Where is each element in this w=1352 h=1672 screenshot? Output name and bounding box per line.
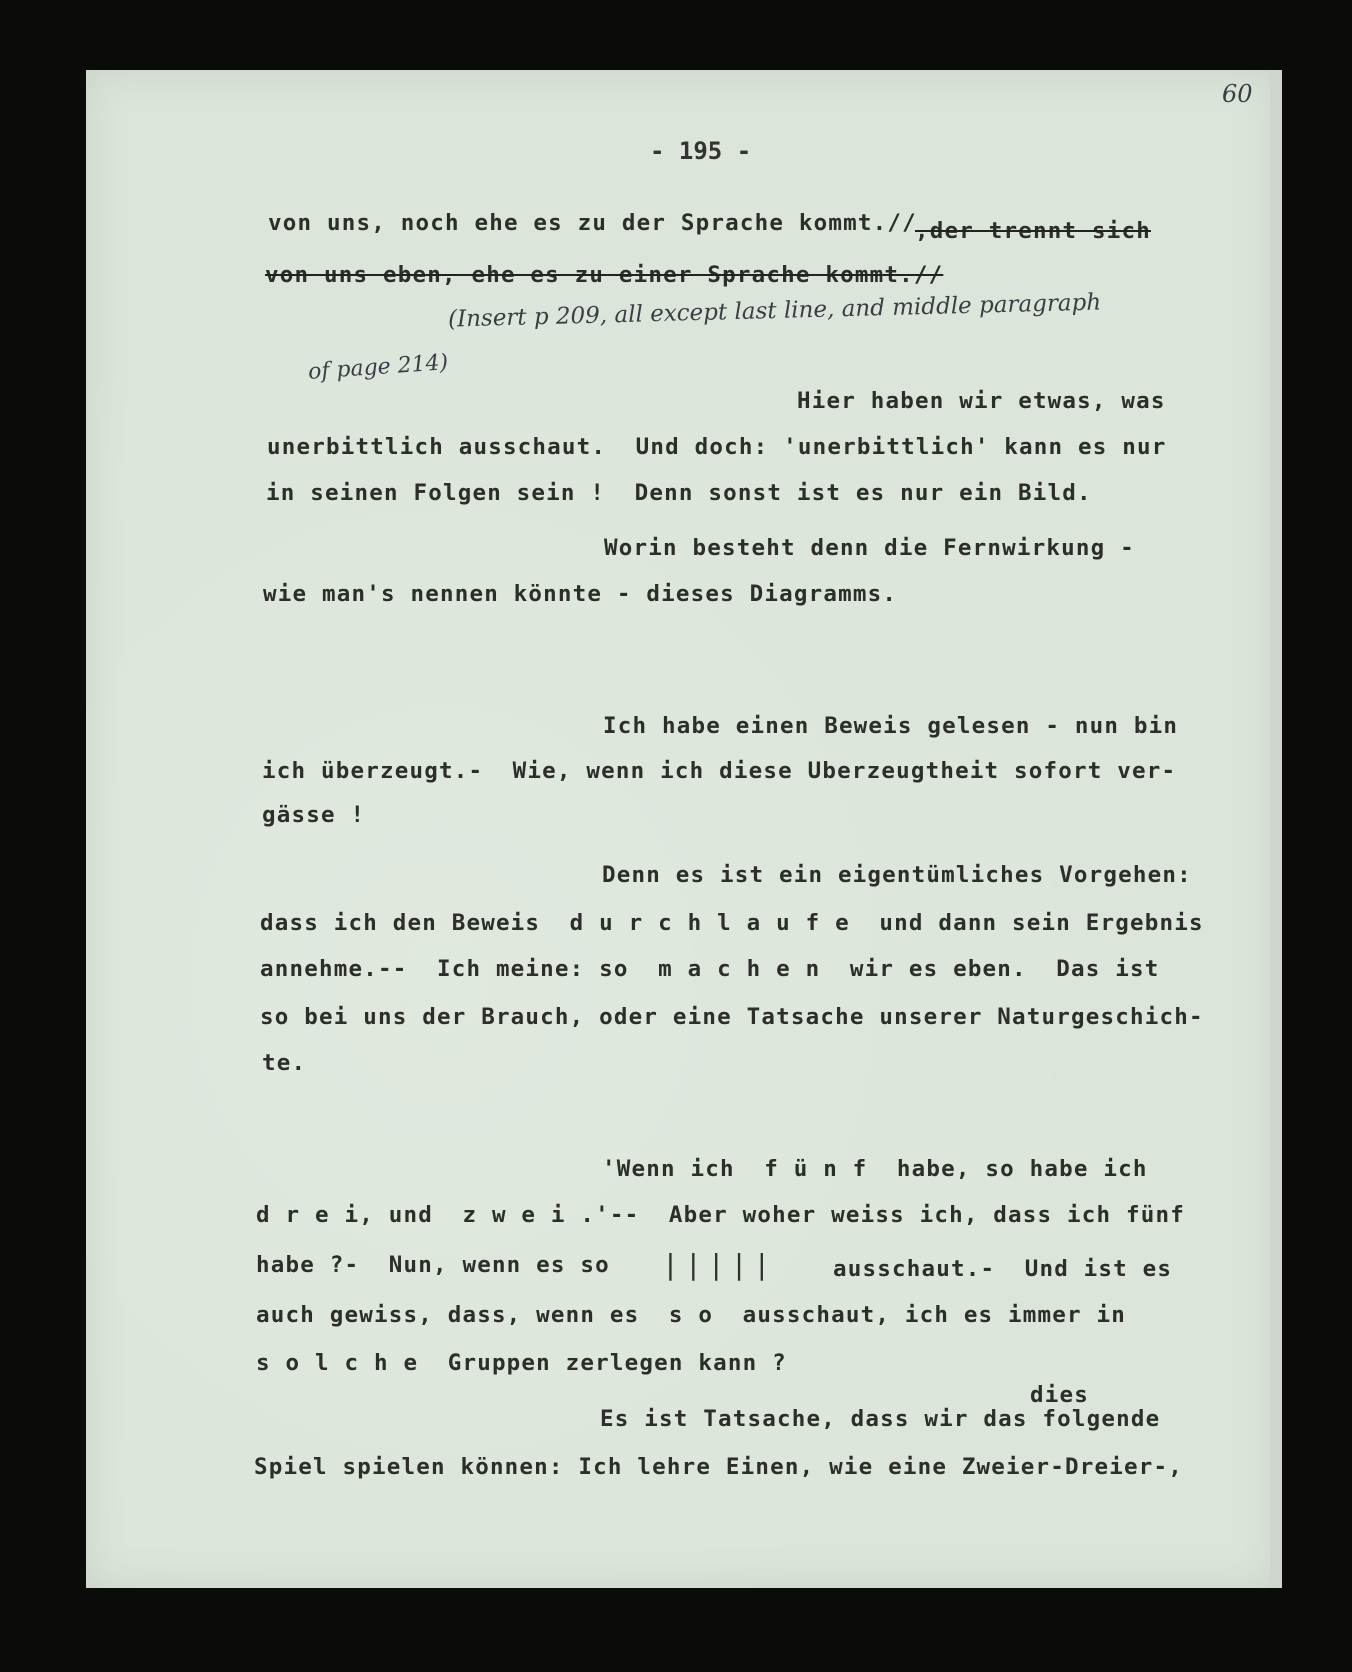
text-line: gässe ! bbox=[262, 802, 366, 828]
text-line: Ich habe einen Beweis gelesen - nun bin bbox=[603, 713, 1179, 739]
page-edge bbox=[1270, 70, 1282, 1588]
text-line: unerbittlich ausschaut. Und doch: 'unerbittlich' kann es nur bbox=[267, 434, 1167, 460]
text-line: Worin besteht denn die Fernwirkung - bbox=[604, 535, 1135, 561]
archive-number: 60 bbox=[1222, 80, 1253, 108]
text-line: dass ich den Beweis d u r c h l a u f e und dann sein Ergebnis bbox=[260, 910, 1204, 936]
text-line: s o l c h e Gruppen zerlegen kann ? bbox=[256, 1350, 787, 1376]
text-line: habe ?- Nun, wenn es so bbox=[256, 1252, 610, 1278]
text-line: d r e i, und z w e i .'-- Aber woher weiss ich, dass ich fünf bbox=[256, 1202, 1186, 1228]
handwritten-annotation: of page 214) bbox=[307, 350, 449, 385]
text-line: von uns, noch ehe es zu der Sprache kommt.// bbox=[268, 210, 917, 236]
text-line: so bei uns der Brauch, oder eine Tatsache unserer Naturgeschich- bbox=[260, 1004, 1204, 1030]
text-line: ich überzeugt.- Wie, wenn ich diese Uberzeugtheit sofort ver- bbox=[262, 758, 1177, 784]
struck-text-line: von uns eben, ehe es zu einer Sprache kommt.// bbox=[265, 262, 944, 288]
interlinear-insertion: dies bbox=[1030, 1382, 1089, 1408]
text-line: annehme.-- Ich meine: so m a c h e n wir es eben. Das ist bbox=[260, 956, 1160, 982]
page-number: - 195 - bbox=[650, 137, 752, 165]
text-line: auch gewiss, dass, wenn es s o ausschaut, ich es immer in bbox=[256, 1302, 1127, 1328]
handwritten-annotation: (Insert p 209, all except last line, and middle paragraph bbox=[447, 289, 1102, 333]
text-line: Spiel spielen können: Ich lehre Einen, wie eine Zweier-Dreier-, bbox=[254, 1454, 1184, 1480]
struck-text-line: ,der trennt sich bbox=[915, 218, 1151, 244]
text-line: Denn es ist ein eigentümliches Vorgehen: bbox=[602, 862, 1192, 888]
text-line: te. bbox=[262, 1050, 307, 1076]
text-line: wie man's nennen könnte - dieses Diagramms. bbox=[263, 581, 898, 607]
text-line: 'Wenn ich f ü n f habe, so habe ich bbox=[602, 1156, 1148, 1182]
text-line: Hier haben wir etwas, was bbox=[797, 388, 1166, 414]
text-line: in seinen Folgen sein ! Denn sonst ist es nur ein Bild. bbox=[266, 480, 1092, 506]
text-line: Es ist Tatsache, dass wir das folgende bbox=[600, 1406, 1161, 1432]
tally-marks: ||||| bbox=[662, 1248, 777, 1281]
text-line: ausschaut.- Und ist es bbox=[833, 1256, 1173, 1282]
